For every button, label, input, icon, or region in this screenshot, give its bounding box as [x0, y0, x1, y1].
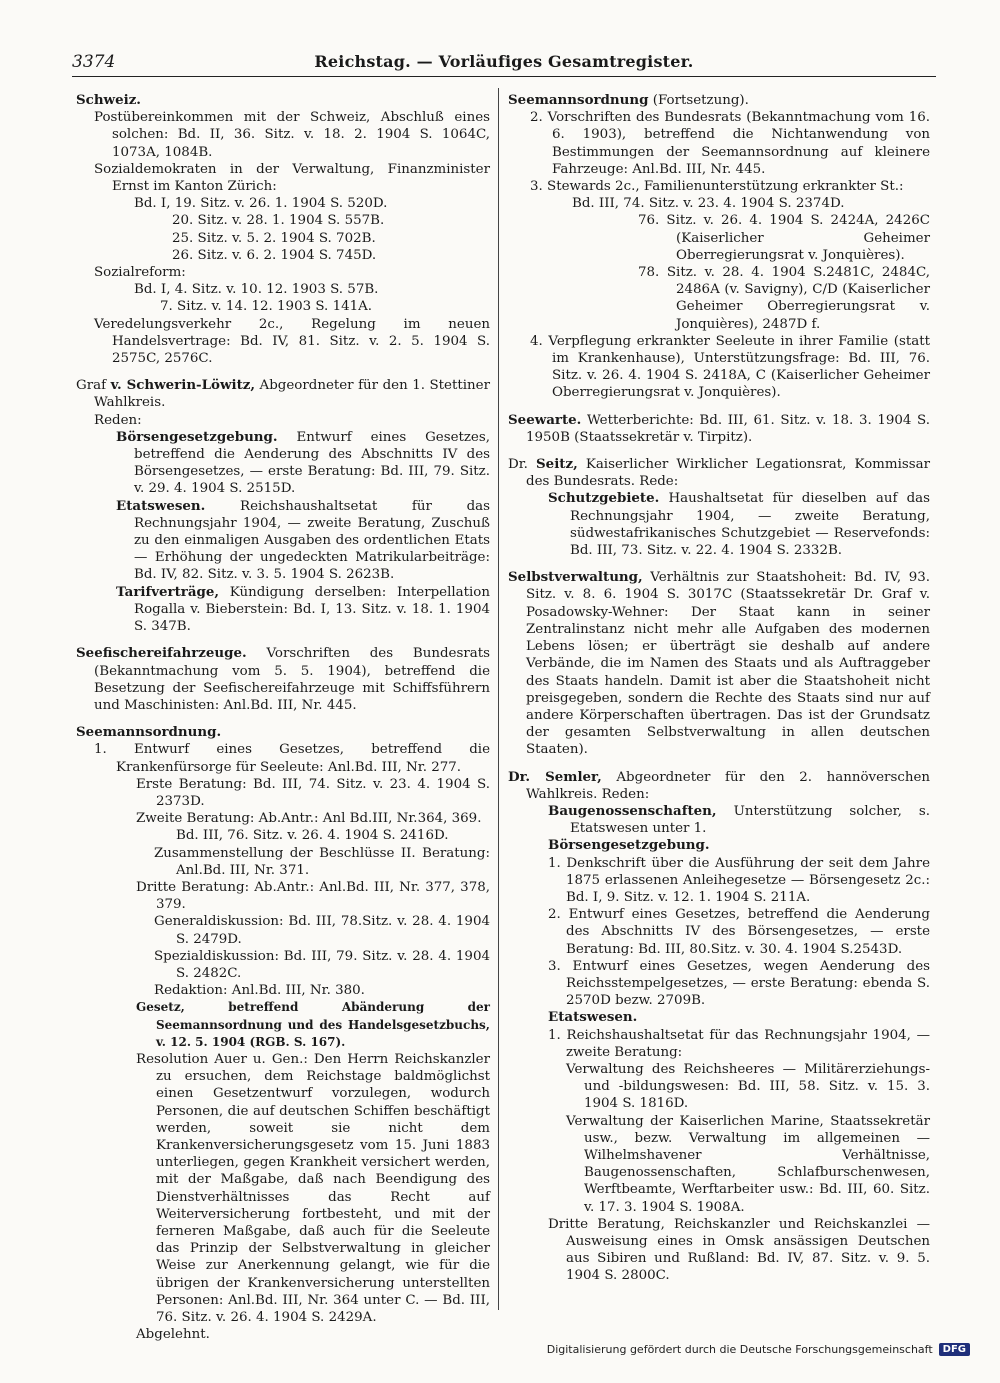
entry-heading: Schweiz.: [76, 92, 141, 108]
topic-heading: Selbstverwaltung,: [508, 569, 643, 586]
entry-line: Zweite Beratung: Ab.Antr.: Anl Bd.III, Nr.364, 369.: [136, 811, 482, 827]
entry-line: Zusammenstellung der Beschlüsse II. Beratung: Anl.Bd. III, Nr. 371.: [154, 845, 490, 878]
dfg-logo: DFG: [939, 1343, 970, 1356]
topic-text: Unterstützung solcher, s. Etatswesen unter 1.: [570, 803, 930, 837]
topic-text: Entwurf eines Gesetzes, betreffend die Aenderung des Abschnitts IV des Börsengesetzes, — erste Beratung: Bd. III, 79. Sitz. v. 29. 4. 1904 S. 2515D.: [134, 429, 490, 497]
entry-line: Bd. III, 76. Sitz. v. 26. 4. 1904 S. 2416D.: [176, 828, 449, 844]
entry-line: Verwaltung des Reichsheeres — Militärerziehungs- und -bildungswesen: Bd. III, 58. Sitz. v. 15. 3. 1904 S. 1816D.: [566, 1061, 930, 1112]
digitization-footer: [547, 1343, 970, 1356]
entry-line: Verwaltung der Kaiserlichen Marine, Staatssekretär usw., bezw. Verwaltung im allgemeinen — Wilhelmshavener Verhältnisse, Baugenossenschaften, Schlafburschenwesen, Werftbeamte, Werftarbeiter usw.: Bd. III, 60. Sitz. v. 17. 3. 1904 S. 1908A.: [566, 1113, 930, 1215]
person-title: Dr.: [508, 457, 528, 473]
topic-heading: Schutzgebiete.: [548, 490, 660, 507]
page-header: [72, 48, 936, 74]
entry-heading: [508, 92, 930, 109]
person-entry: [76, 377, 490, 411]
person-title: Graf: [76, 378, 107, 394]
entry-line: Bd. III, 74. Sitz. v. 23. 4. 1904 S. 2374D.: [572, 196, 845, 212]
entry-line: 78. Sitz. v. 28. 4. 1904 S.2481C, 2484C, 2486A (v. Savigny), C/D (Kaiserlicher Geheimer Oberregierungsrat v. Jonquières), 2487D f.: [638, 265, 930, 332]
topic-text: (Fortsetzung).: [652, 93, 749, 108]
page-title: Reichstag. — Vorläufiges Gesamtregister.: [314, 52, 694, 71]
entry-line: Bd. I, 19. Sitz. v. 26. 1. 1904 S. 520D.: [134, 196, 388, 212]
entry-line: 26. Sitz. v. 6. 2. 1904 S. 745D.: [172, 247, 377, 263]
topic-entry: [508, 803, 930, 837]
reden-label: Reden:: [94, 412, 142, 428]
resolution-text: Resolution Auer u. Gen.: Den Herrn Reichskanzler zu ersuchen, dem Reichstage baldmöglichst einen Gesetzentwurf vorzulegen, wodurch Personen, die auf deutschen Schiffen beschäftigt werden, soweit sie nicht dem Krankenversicherungsgesetz vom 15. Juni 1883 unterliegen, gegen Krankheit versichert werden, mit der Maßgabe, daß nach Beendigung des Dienstverhältnisses das Recht auf Weiterversicherung fortbesteht, und mit der ferneren Maßgabe, daß auch für die Seeleute das Prinzip der Selbstverwaltung in gleicher Weise zur Anerkennung gelangt, wie für die übrigen der Krankenversicherung unterstellten Personen: Anl.Bd. III, Nr. 364 unter C. — Bd. III, 76. Sitz. v. 26. 4. 1904 S. 2429A.: [136, 1051, 490, 1326]
person-name: v. Schwerin-Löwitz,: [110, 377, 256, 394]
topic-text: Verhältnis zur Staatshoheit: Bd. IV, 93. Sitz. v. 8. 6. 1904 S. 3017C (Staatssekretär Dr. Graf v. Posadowsky-Wehner: Der Staat kann in seiner Zentralinstanz nicht mehr alle Aufgaben des modernen Lebens lösen; er überträgt sie deshalb auf andere Verbände, die im Namen des Staats und als Auftraggeber des Staats handeln. Damit ist aber die Staatshoheit nicht preisgegeben, sondern die Rechte des Staats sind nur auf andere Körperschaften übertragen. Das ist der Grundsatz der gesamten Selbstverwaltung in allen deutschen Staaten).: [526, 570, 930, 758]
entry-line: 1. Denkschrift über die Ausführung der seit dem Jahre 1875 erlassenen Anleihegesetze — Börsengesetz 2c.: Bd. I, 9. Sitz. v. 12. 1. 1904 S. 211A.: [548, 855, 930, 905]
entry-line: Bd. I, 4. Sitz. v. 10. 12. 1903 S. 57B.: [134, 282, 379, 298]
entry-heading: Seemannsordnung.: [76, 724, 222, 741]
entry-line: Dritte Beratung: Ab.Antr.: Anl.Bd. III, Nr. 377, 378, 379.: [136, 879, 490, 913]
person-entry: [508, 456, 930, 490]
topic-entry: [76, 584, 490, 636]
topic-text: Vorschriften des Bundesrats (Bekanntmachung vom 5. 5. 1904), betreffend die Besetzung der Seefischereifahrzeuge mit Schiffsführern und Maschinisten: Anl.Bd. III, Nr. 445.: [94, 646, 490, 713]
topic-heading: Etatswesen.: [548, 1009, 638, 1026]
entry-line: 20. Sitz. v. 28. 1. 1904 S. 557B.: [172, 213, 385, 229]
topic-entry: [508, 490, 930, 559]
entry-line: 4. Verpflegung erkrankter Seeleute in ihrer Familie (statt im Krankenhause), Unterstützungsfrage: Bd. III, 76. Sitz. v. 26. 4. 1904 S. 2418A, C (Kaiserlicher Geheimer Oberregierungsrat v. Jonquières).: [530, 333, 930, 401]
entry-line: 3. Entwurf eines Gesetzes, wegen Aenderung des Reichsstempelgesetzes, — erste Beratung: ebenda S. 2570D bezw. 2709B.: [548, 958, 930, 1009]
entry-line: 25. Sitz. v. 5. 2. 1904 S. 702B.: [172, 230, 376, 246]
person-desc: Abgeordneter für den 2. hannöverschen Wahlkreis. Reden:: [526, 769, 930, 802]
entry-line: Veredelungsverkehr 2c., Regelung im neuen Handelsvertrage: Bd. IV, 81. Sitz. v. 2. 5. 1904 S. 2575C, 2576C.: [94, 316, 490, 367]
entry-line: 7. Sitz. v. 14. 12. 1903 S. 141A.: [160, 299, 373, 315]
topic-heading: Tarifverträge,: [116, 583, 220, 600]
right-column: [508, 92, 930, 1285]
entry-line: Erste Beratung: Bd. III, 74. Sitz. v. 23. 4. 1904 S. 2373D.: [136, 776, 490, 809]
person-name: Seitz,: [536, 456, 578, 473]
footer-text: Digitalisierung gefördert durch die Deutsche Forschungsgemeinschaft: [546, 1343, 933, 1356]
topic-heading: Börsengesetzgebung.: [116, 428, 278, 445]
topic-heading: Börsengesetzgebung.: [548, 837, 710, 854]
topic-heading: Seemannsordnung: [508, 92, 649, 108]
entry-line: Postübereinkommen mit der Schweiz, Abschluß eines solchen: Bd. II, 36. Sitz. v. 18. 2. 1904 S. 1064C, 1073A, 1084B.: [94, 110, 490, 160]
law-title: Gesetz, betreffend Abänderung der Seemannsordnung und des Handelsgesetzbuchs, v. 12. 5. 1904 (RGB. S. 167).: [136, 1000, 490, 1049]
topic-text: Wetterberichte: Bd. III, 61. Sitz. v. 18. 3. 1904 S. 1950B (Staatssekretär v. Tirpitz).: [526, 412, 931, 445]
topic-entry: [76, 429, 490, 498]
person-entry: [508, 769, 930, 803]
resolution-result: Abgelehnt.: [136, 1327, 210, 1343]
topic-entry: [508, 569, 930, 758]
topic-text: Reichshaushaltsetat für das Rechnungsjahr 1904, — zweite Beratung, Zuschuß zu den einmaligen Ausgaben des ordentlichen Etats — Erhöhung der ungedeckten Matrikularbeiträge: Bd. IV, 82. Sitz. v. 3. 5. 1904 S. 2623B.: [134, 498, 490, 583]
entry-line: 1. Reichshaushaltsetat für das Rechnungsjahr 1904, — zweite Beratung:: [548, 1027, 930, 1060]
entry-line: 76. Sitz. v. 26. 4. 1904 S. 2424A, 2426C (Kaiserlicher Geheimer Oberregierungsrat v. Jonquières).: [638, 213, 930, 263]
topic-text: Haushaltsetat für dieselben auf das Rechnungsjahr 1904, — zweite Beratung, südwestafrikanisches Schutzgebiet — Reservefonds: Bd. III, 73. Sitz. v. 22. 4. 1904 S. 2332B.: [570, 491, 930, 559]
header-rule: [72, 76, 936, 77]
topic-entry: [76, 645, 490, 714]
topic-heading: Seewarte.: [508, 411, 582, 428]
entry-line: Sozialreform:: [94, 265, 186, 281]
entry-line: Dritte Beratung, Reichskanzler und Reichskanzlei — Ausweisung eines in Omsk ansässigen Deutschen aus Sibiren und Rußland: Bd. IV, 87. Sitz. v. 9. 5. 1904 S. 2800C.: [548, 1216, 930, 1284]
person-desc: Abgeordneter für den 1. Stettiner Wahlkreis.: [94, 378, 490, 411]
topic-text: Kündigung derselben: Interpellation Rogalla v. Bieberstein: Bd. I, 13. Sitz. v. 18. 1. 1904 S. 347B.: [134, 584, 490, 635]
entry-line: 2. Entwurf eines Gesetzes, betreffend die Aenderung des Abschnitts IV des Börsengesetzes, — erste Beratung: Bd. III, 80.Sitz. v. 30. 4. 1904 S.2543D.: [548, 907, 930, 957]
topic-heading: Baugenossenschaften,: [548, 802, 717, 819]
entry-line: Redaktion: Anl.Bd. III, Nr. 380.: [154, 983, 365, 999]
entry-line: 2. Vorschriften des Bundesrats (Bekanntmachung vom 16. 6. 1903), betreffend die Nichtanwendung von Bestimmungen der Seemannsordnung auf kleinere Fahrzeuge: Anl.Bd. III, Nr. 445.: [530, 110, 930, 177]
person-desc: Kaiserlicher Wirklicher Legationsrat, Kommissar des Bundesrats. Rede:: [526, 457, 930, 490]
column-divider: [498, 88, 499, 1310]
entry-line: 1. Entwurf eines Gesetzes, betreffend die Krankenfürsorge für Seeleute: Anl.Bd. III, Nr. 277.: [94, 742, 490, 775]
entry-line: Spezialdiskussion: Bd. III, 79. Sitz. v. 28. 4. 1904 S. 2482C.: [154, 948, 490, 981]
entry-line: Generaldiskussion: Bd. III, 78.Sitz. v. 28. 4. 1904 S. 2479D.: [154, 914, 490, 947]
topic-entry: [508, 412, 930, 446]
topic-entry: [76, 498, 490, 584]
topic-heading: Seefischereifahrzeuge.: [76, 645, 247, 662]
entry-line: 3. Stewards 2c., Familienunterstützung erkrankter St.:: [530, 179, 904, 195]
person-name: Dr. Semler,: [508, 768, 602, 785]
topic-heading: Etatswesen.: [116, 497, 206, 514]
entry-line: Sozialdemokraten in der Verwaltung, Finanzminister Ernst im Kanton Zürich:: [94, 161, 490, 195]
page-number: 3374: [72, 52, 116, 72]
left-column: [76, 92, 490, 1343]
